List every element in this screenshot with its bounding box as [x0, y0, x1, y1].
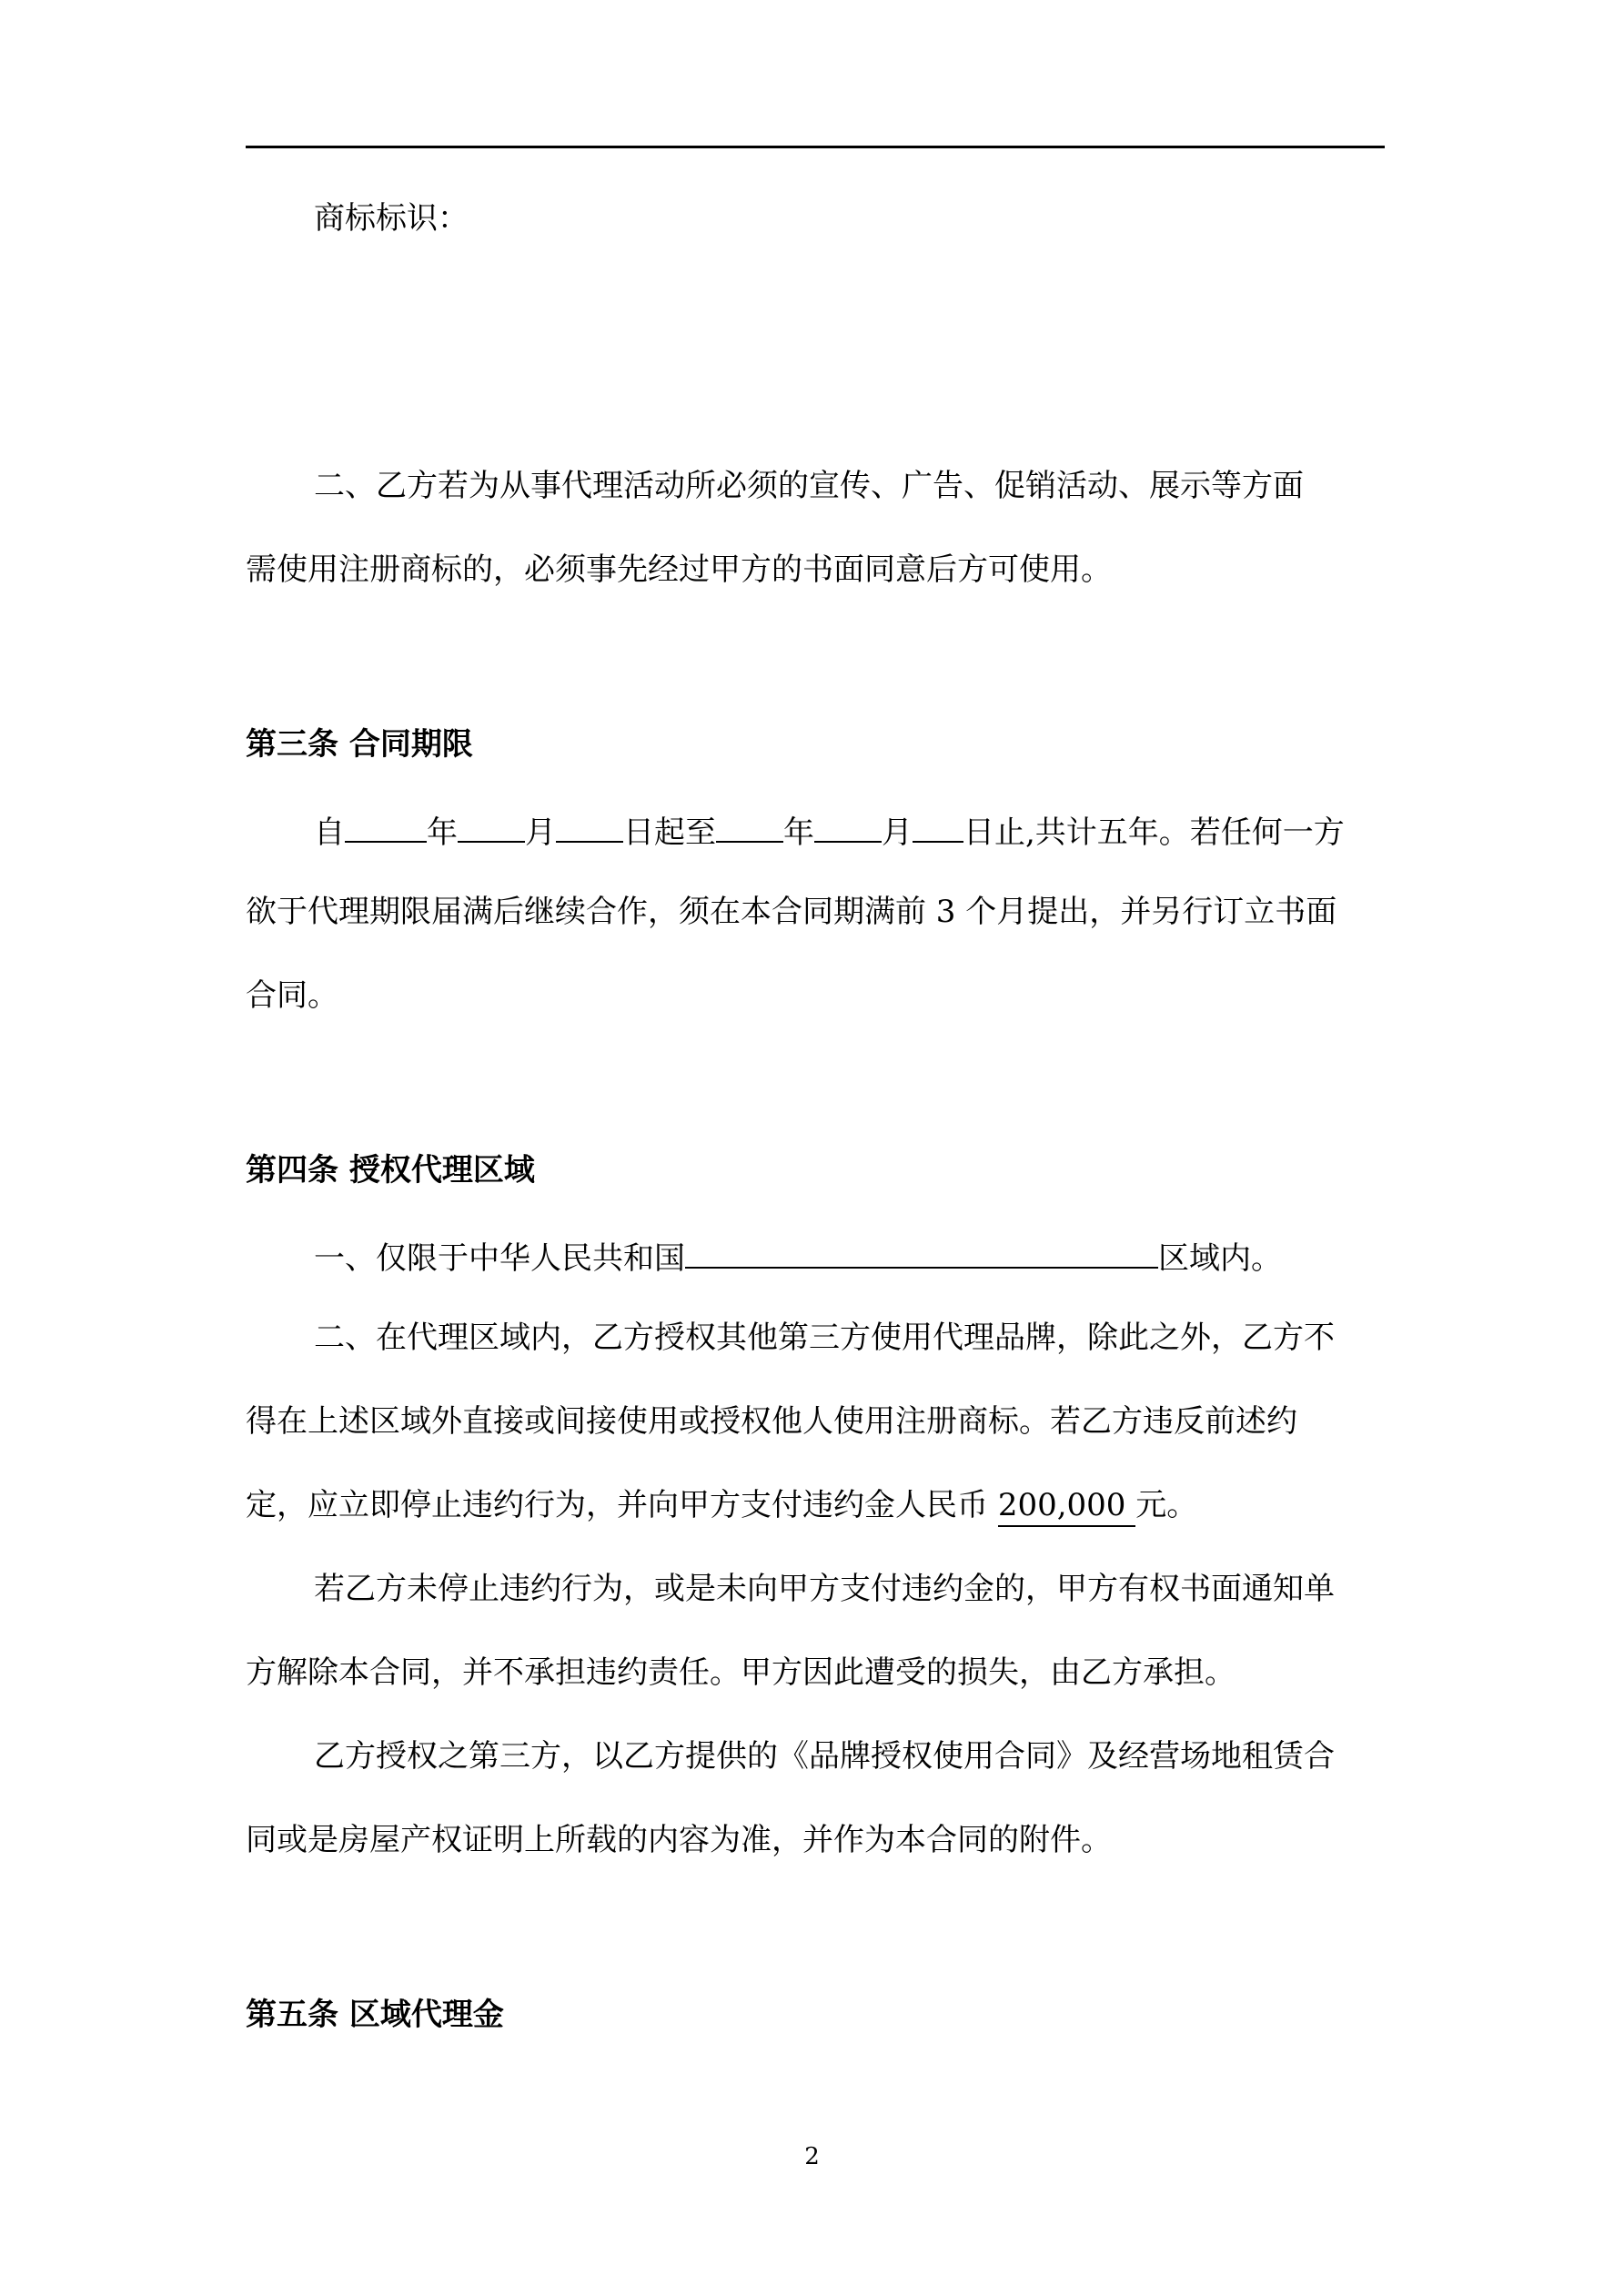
term-text: 日止,共计五年。若任何一方	[963, 814, 1345, 851]
date-from-label: 自	[314, 814, 345, 851]
article4-item1-suffix: 区域内。	[1158, 1240, 1282, 1277]
page-number: 2	[804, 2143, 820, 2170]
month-label: 月	[525, 814, 556, 851]
article4-para3-line1: 若乙方未停止违约行为，或是未向甲方支付违约金的，甲方有权书面通知单	[314, 1571, 1335, 1607]
penalty-amount: 200,000	[998, 1487, 1135, 1527]
article3-line3: 合同。	[246, 977, 338, 1014]
article4-item1	[314, 1236, 1385, 1277]
start-day-blank	[556, 810, 623, 843]
article3-line2: 欲于代理期限届满后继续合作，须在本合同期满前 3 个月提出，并另行订立书面	[246, 894, 1337, 930]
article4-para4-line2: 同或是房屋产权证明上所载的内容为准，并作为本合同的附件。	[246, 1822, 1112, 1858]
article3-line1	[314, 810, 1385, 851]
trademark-label: 商标标识：	[314, 200, 469, 237]
article3-heading: 第三条 合同期限	[246, 726, 473, 763]
clause2-item2-line2: 需使用注册商标的，必须事先经过甲方的书面同意后方可使用。	[246, 551, 1112, 588]
end-year-label: 年	[783, 814, 814, 851]
year-label: 年	[427, 814, 458, 851]
end-day-blank	[913, 810, 963, 843]
end-year-blank	[716, 810, 783, 843]
end-month-blank	[814, 810, 882, 843]
article4-item2-line1: 二、在代理区域内，乙方授权其他第三方使用代理品牌，除此之外，乙方不	[314, 1320, 1335, 1356]
start-to-label: 日起至	[623, 814, 716, 851]
article4-item1-prefix: 一、仅限于中华人民共和国	[314, 1240, 685, 1277]
article4-heading: 第四条 授权代理区域	[246, 1152, 535, 1188]
article4-item2-line3	[246, 1487, 1385, 1523]
start-month-blank	[458, 810, 525, 843]
article4-item2-line3-suffix: 元。	[1135, 1487, 1198, 1523]
start-year-blank	[345, 810, 427, 843]
clause2-item2-line1: 二、乙方若为从事代理活动所必须的宣传、广告、促销活动、展示等方面	[314, 468, 1304, 504]
article4-item2-line2: 得在上述区域外直接或间接使用或授权他人使用注册商标。若乙方违反前述约	[246, 1403, 1297, 1440]
header-rule	[246, 146, 1385, 148]
article4-para4-line1: 乙方授权之第三方，以乙方提供的《品牌授权使用合同》及经营场地租赁合	[314, 1738, 1335, 1775]
article5-heading: 第五条 区域代理金	[246, 1997, 504, 2033]
article4-item2-line3-prefix: 定，应立即停止违约行为，并向甲方支付违约金人民币	[246, 1487, 998, 1523]
article4-para3-line2: 方解除本合同，并不承担违约责任。甲方因此遭受的损失，由乙方承担。	[246, 1654, 1236, 1691]
region-blank	[685, 1236, 1158, 1269]
end-month-label: 月	[882, 814, 913, 851]
